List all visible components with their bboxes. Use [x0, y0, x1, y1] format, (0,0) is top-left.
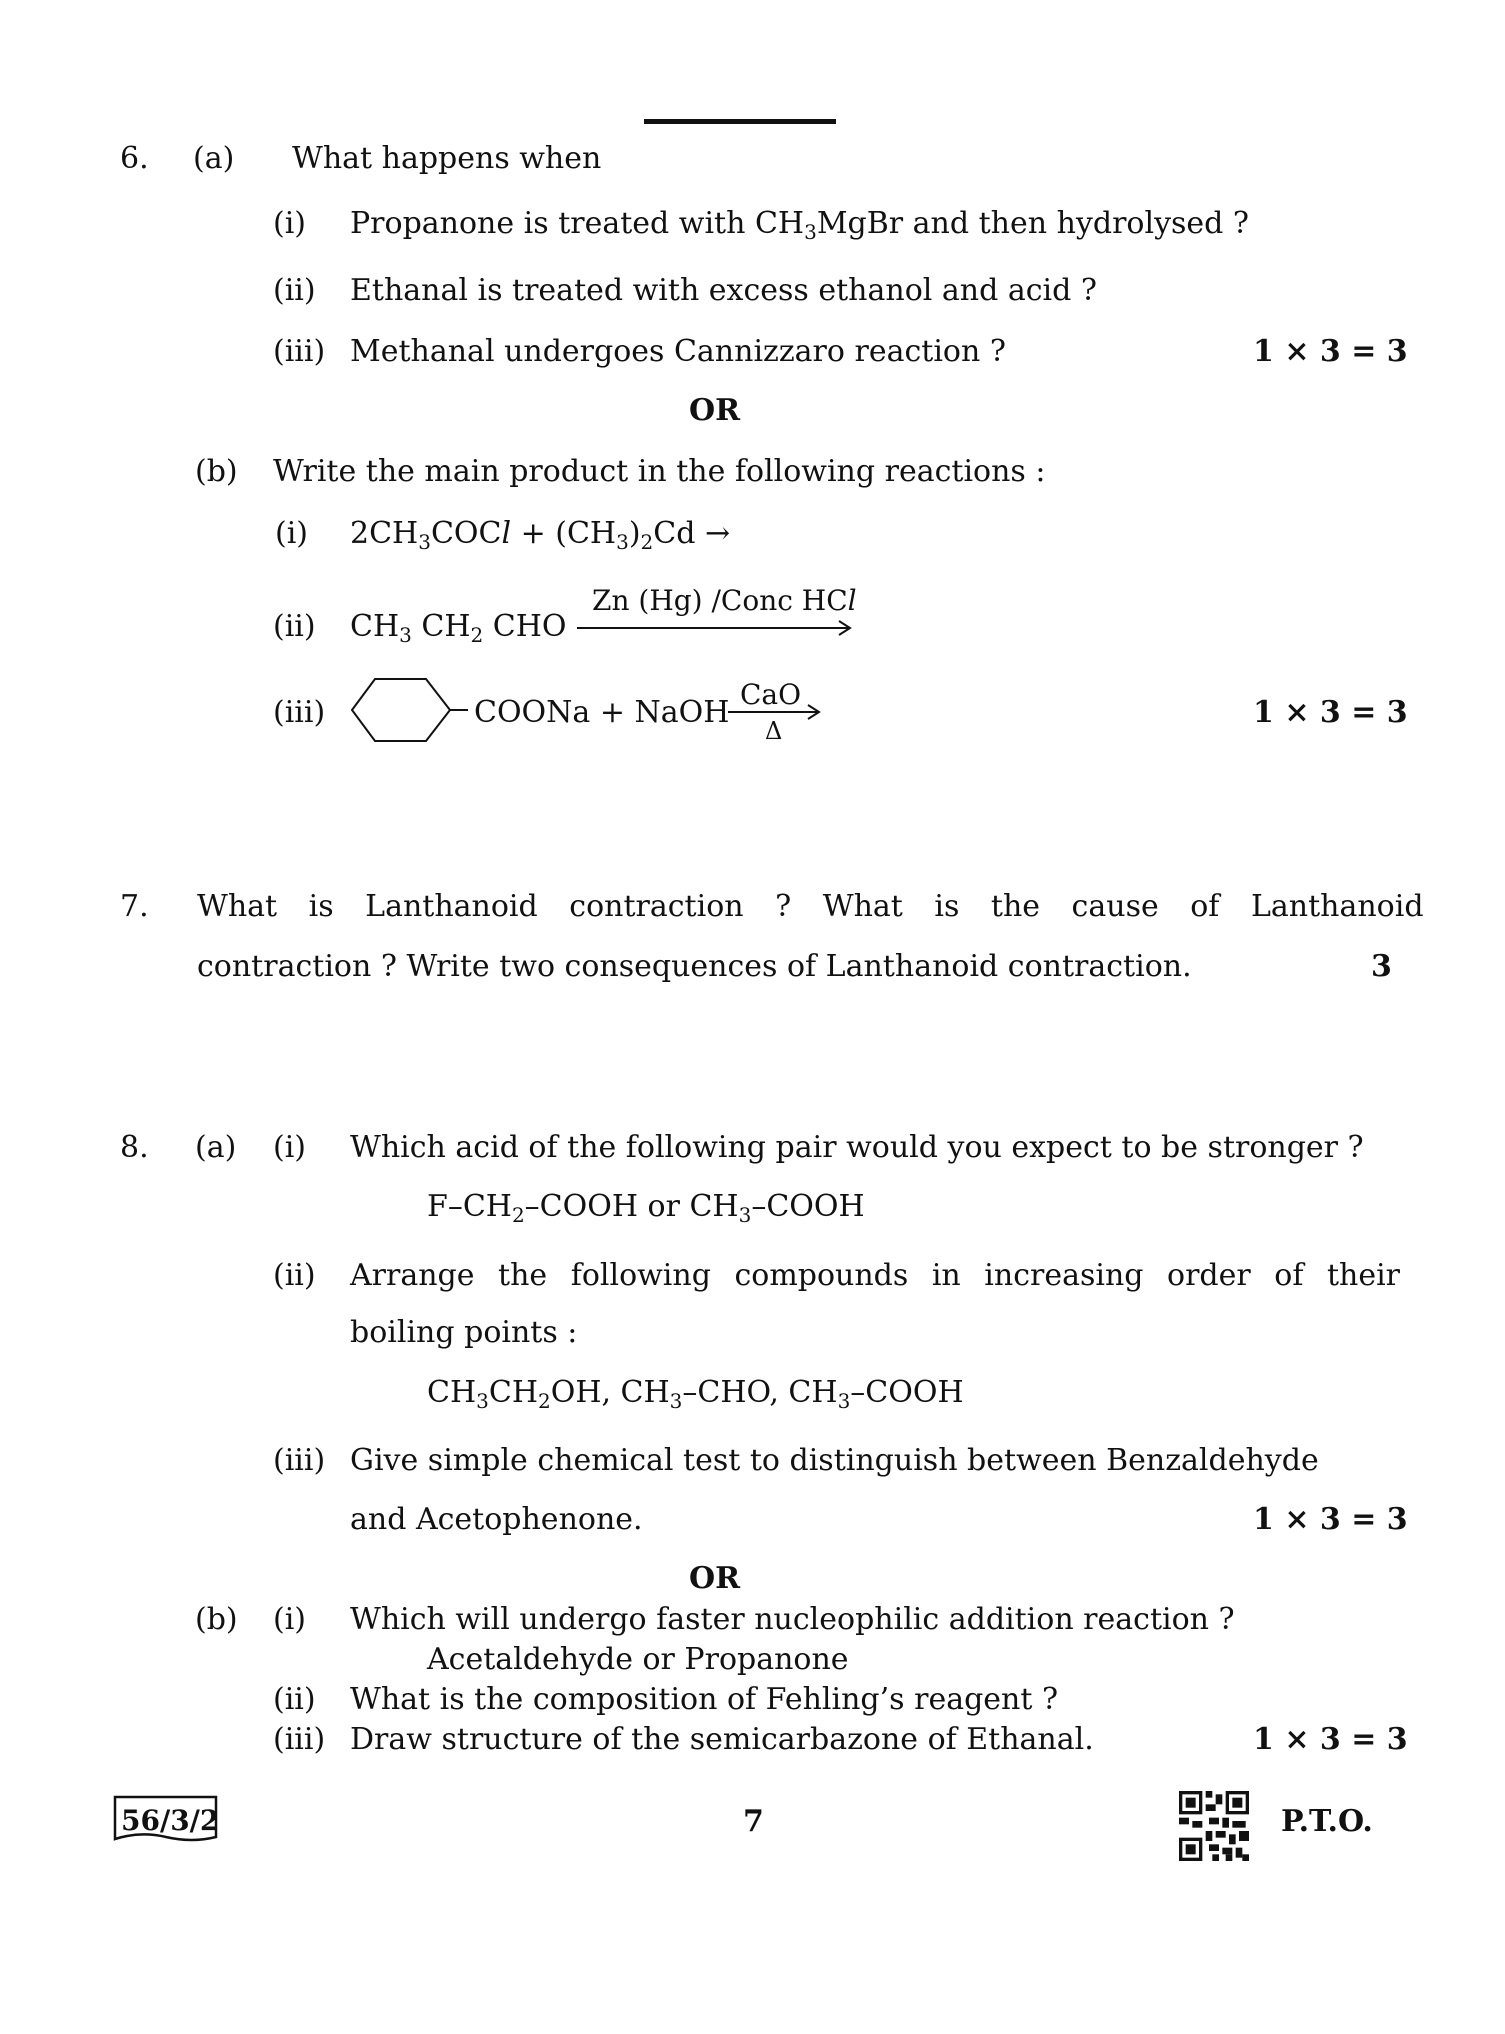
q8a-iii-label: (iii)	[273, 1443, 326, 1478]
q8a-iii-line2: and Acetophenone.	[350, 1502, 643, 1537]
q6a-stem: What happens when	[292, 141, 602, 176]
qr-code-icon	[1179, 1791, 1249, 1861]
q8b-ii-text: What is the composition of Fehling’s reagent ?	[350, 1682, 1059, 1717]
q6b-marks: 1 × 3 = 3	[1253, 695, 1408, 730]
q7-line1: What is Lanthanoid contraction ? What is the cause of Lanthanoid	[197, 889, 1424, 924]
q6a-ii-label: (ii)	[273, 273, 316, 308]
q8a-i-label: (i)	[273, 1130, 307, 1165]
q8a-i-formula: $F-CH_2$–COOH or $CH_3$–COOH	[427, 1189, 865, 1227]
q8b-ii-label: (ii)	[273, 1682, 316, 1717]
q6b-ii-arrow-icon	[577, 618, 859, 638]
q7-number: 7.	[120, 889, 149, 924]
q7-line2: contraction ? Write two consequences of Lanthanoid contraction.	[197, 949, 1192, 984]
q8-number: 8.	[120, 1130, 149, 1165]
q8a-marks: 1 × 3 = 3	[1253, 1502, 1408, 1537]
q6a-iii-label: (iii)	[273, 334, 326, 369]
q8a-ii-formula: $CH_3CH_2OH$, $CH_3$–CHO, $CH_3$–COOH	[427, 1375, 964, 1413]
q7-marks: 3	[1371, 949, 1392, 984]
q6-or: OR	[689, 393, 741, 428]
q6b-i-equation: $2CH_3COCl + (CH_3)_2Cd$ →	[350, 516, 731, 554]
q6b-stem: Write the main product in the following reactions :	[273, 454, 1046, 489]
q8b-iii-label: (iii)	[273, 1722, 326, 1757]
q6b-iii-arrow-icon	[728, 702, 828, 722]
pto-label: P.T.O.	[1281, 1804, 1373, 1839]
q6a-iii-text: Methanal undergoes Cannizzaro reaction ?	[350, 334, 1006, 369]
q6a-marks: 1 × 3 = 3	[1253, 334, 1408, 369]
q8b-marks: 1 × 3 = 3	[1253, 1722, 1408, 1757]
q8b-i-label: (i)	[273, 1602, 307, 1637]
q8b-iii-text: Draw structure of the semicarbazone of Ethanal.	[350, 1722, 1094, 1757]
q6a-label: (a)	[193, 141, 235, 176]
q8b-label: (b)	[195, 1602, 238, 1637]
q6a-ii-text: Ethanal is treated with excess ethanol and acid ?	[350, 273, 1097, 308]
q8a-iii-line1: Give simple chemical test to distinguish between Benzaldehyde	[350, 1443, 1319, 1478]
q8a-ii-label: (ii)	[273, 1258, 316, 1293]
paper-code: 56/3/2	[121, 1804, 220, 1837]
q6b-iii-text: COONa + NaOH	[474, 695, 730, 730]
q8a-ii-line1: Arrange the following compounds in increasing order of their	[350, 1258, 1401, 1293]
q6-number: 6.	[120, 141, 149, 176]
q6b-ii-label: (ii)	[273, 609, 316, 644]
page-number: 7	[743, 1804, 764, 1839]
q6b-iii-label: (iii)	[273, 695, 326, 730]
q6b-i-label: (i)	[275, 516, 309, 551]
q6b-ii-equation: $CH_3$ $CH_2$ CHO	[350, 609, 567, 647]
cyclohexane-ring-icon	[348, 674, 468, 746]
q8b-i-text: Which will undergo faster nucleophilic addition reaction ?	[350, 1602, 1235, 1637]
q8a-ii-line2: boiling points :	[350, 1315, 578, 1350]
q8-or: OR	[689, 1561, 741, 1596]
q6a-i-text: Propanone is treated with $CH_3MgBr$ and then hydrolysed ?	[350, 206, 1250, 244]
q6b-ii-reagent: Zn (Hg) /Conc HCl	[592, 584, 857, 617]
q6b-iii-over: CaO	[740, 678, 802, 711]
q8b-i-sub: Acetaldehyde or Propanone	[427, 1642, 849, 1677]
q6a-i-label: (i)	[273, 206, 307, 241]
q6b-label: (b)	[195, 454, 238, 489]
q8a-i-text: Which acid of the following pair would you expect to be stronger ?	[350, 1130, 1364, 1165]
top-rule	[644, 119, 836, 124]
q8a-label: (a)	[195, 1130, 237, 1165]
q6b-iii-under: Δ	[765, 717, 783, 745]
